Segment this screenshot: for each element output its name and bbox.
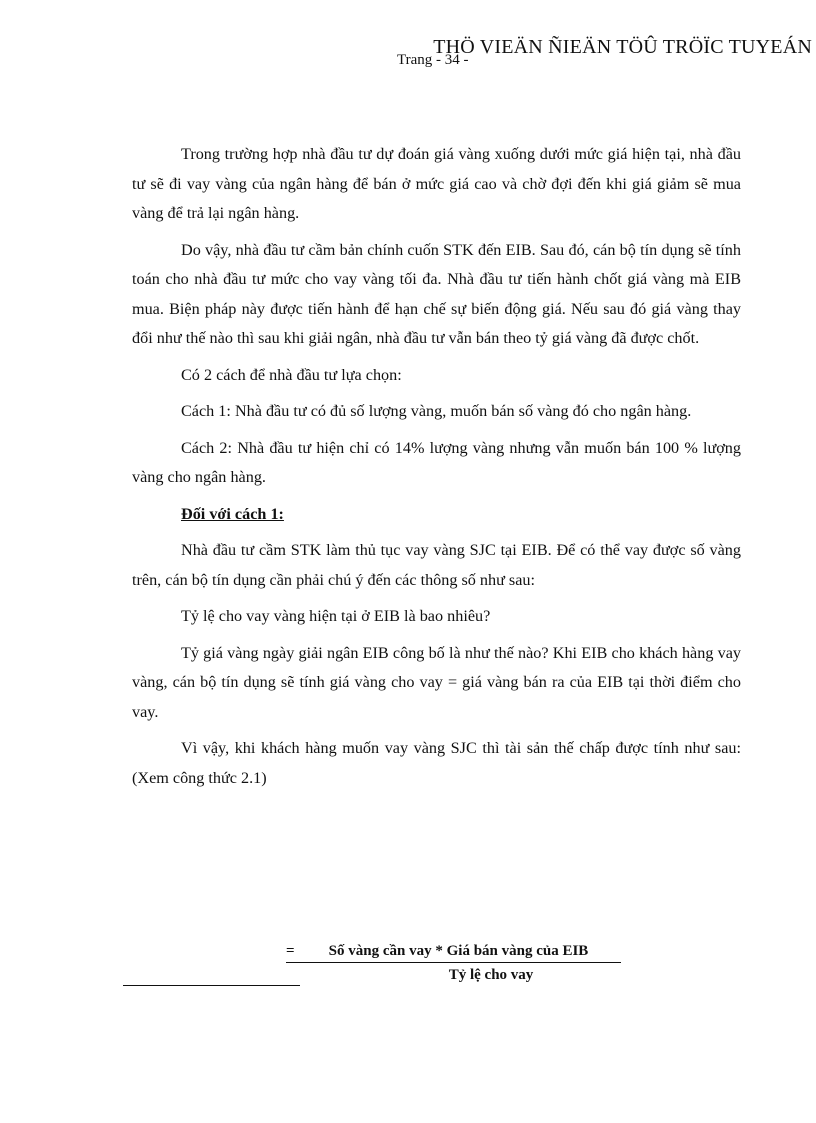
page-number: Trang - 34 -: [397, 52, 469, 68]
blank-underline: [123, 985, 300, 986]
paragraph: Tỷ lệ cho vay vàng hiện tại ở EIB là bao nhiêu?: [181, 607, 491, 625]
section-heading: Đối với cách 1:: [181, 504, 284, 523]
paragraph: Nhà đầu tư cầm STK làm thủ tục vay vàng SJC tại EIB. Để có thể vay được số vàng trên, cán bộ tín dụng cần phải chú ý đến các thông số như sau:: [132, 541, 741, 589]
paragraph: Cách 1: Nhà đầu tư có đủ số lượng vàng, muốn bán số vàng đó cho ngân hàng.: [181, 402, 692, 420]
paragraph: Có 2 cách để nhà đầu tư lựa chọn:: [181, 365, 402, 384]
paragraph: Tỷ giá vàng ngày giải ngân EIB công bố là như thế nào? Khi EIB cho khách hàng vay vàng, cán bộ tín dụng sẽ tính giá vàng cho vay = giá vàng bán ra của EIB tại thời điểm cho vay.: [132, 643, 741, 721]
watermark-text: THÖ VIEÄN ÑIEÄN TÖÛ TRÖÏC TUYEÁN: [433, 36, 812, 58]
formula-denominator: Tỷ lệ cho vay: [448, 967, 534, 983]
paragraph: Do vậy, nhà đầu tư cầm bản chính cuốn STK đến EIB. Sau đó, cán bộ tín dụng sẽ tính toán cho nhà đầu tư mức cho vay vàng tối đa. Nhà đầu tư tiến hành chốt giá vàng mà EIB mua. Biện pháp này được tiến hành để hạn chế sự biến động giá. Nếu sau đó giá vàng thay đổi như thế nào thì sau khi giải ngân, nhà đầu tư vẫn bán theo tỷ giá vàng đã được chốt.: [132, 240, 741, 347]
formula-numerator: [286, 940, 621, 963]
paragraph: Cách 2: Nhà đầu tư hiện chỉ có 14% lượng vàng nhưng vẫn muốn bán 100 % lượng vàng cho ngân hàng.: [132, 438, 741, 486]
formula-numerator-text: Số vàng cần vay * Giá bán vàng của EIB: [328, 943, 589, 959]
formula-equals: =: [286, 943, 295, 959]
paragraph: Trong trường hợp nhà đầu tư dự đoán giá vàng xuống dưới mức giá hiện tại, nhà đầu tư sẽ đi vay vàng của ngân hàng để bán ở mức giá cao và chờ đợi đến khi giá giảm sẽ mua vàng để trả lại ngân hàng.: [132, 145, 741, 222]
paragraph: Vì vậy, khi khách hàng muốn vay vàng SJC thì tài sản thế chấp được tính như sau: (Xem công thức 2.1): [132, 739, 741, 787]
document-body: [132, 140, 741, 800]
